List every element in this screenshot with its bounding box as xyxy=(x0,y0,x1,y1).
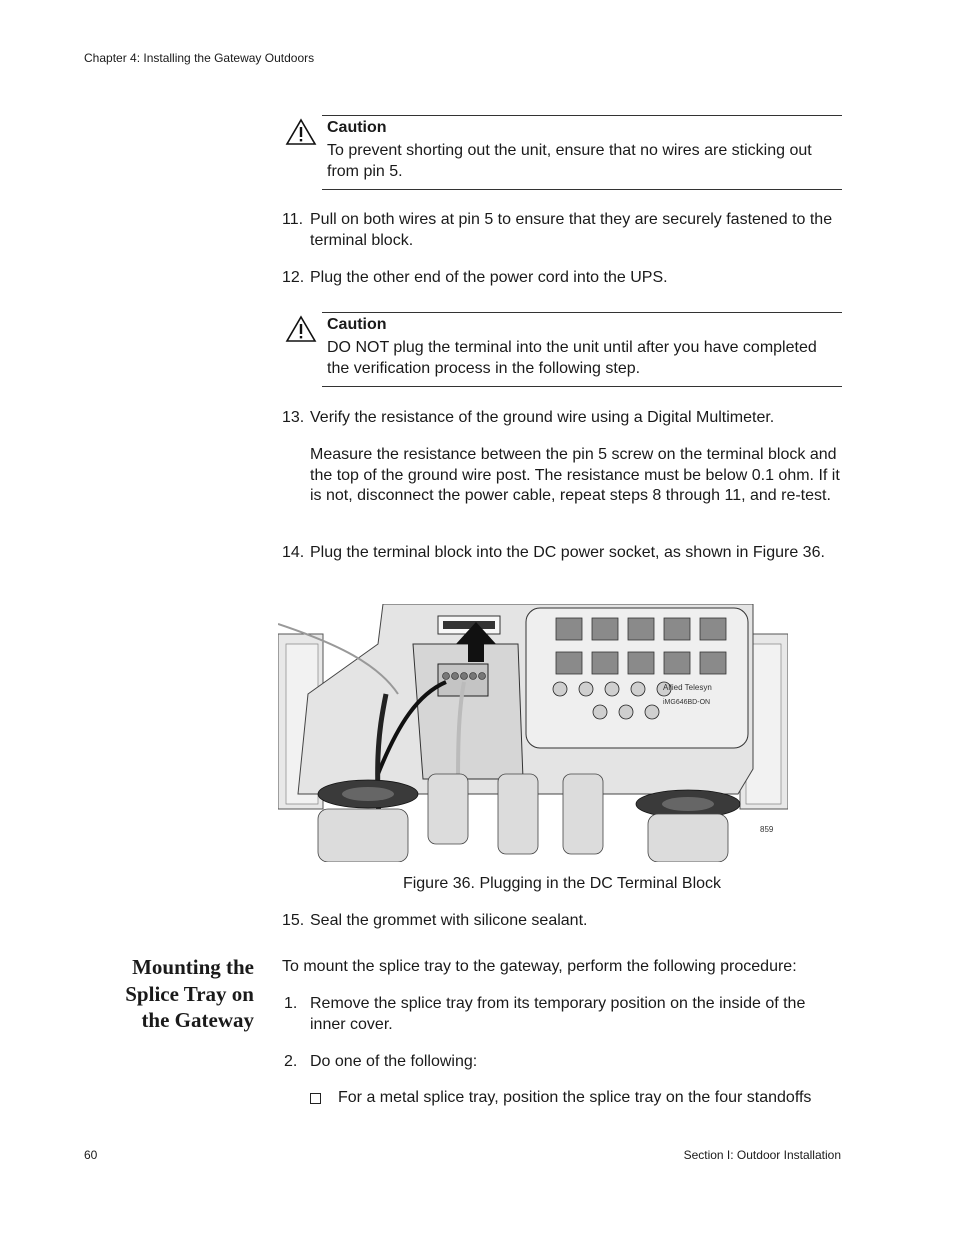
caution-title: Caution xyxy=(327,316,387,333)
caution-bottom-rule xyxy=(322,189,842,190)
section-heading-line: the Gateway xyxy=(141,1008,254,1032)
section-heading-line: Mounting the xyxy=(132,955,254,979)
caution-top-rule xyxy=(322,115,842,116)
warning-triangle-icon xyxy=(285,118,317,146)
caution-title: Caution xyxy=(327,119,387,136)
bullet-text: For a metal splice tray, position the splice tray on the four standoffs xyxy=(338,1089,812,1106)
caution-top-rule xyxy=(322,312,842,313)
model-label: iMG646BD-ON xyxy=(663,699,711,706)
checkbox-bullet-icon xyxy=(310,1093,321,1104)
step-text: Plug the terminal block into the DC power socket, as shown in Figure 36. xyxy=(310,544,825,561)
caution-bottom-rule xyxy=(322,386,842,387)
step-text: Seal the grommet with silicone sealant. xyxy=(310,912,588,929)
figure-caption: Figure 36. Plugging in the DC Terminal Block xyxy=(402,875,722,892)
step-number: 14. xyxy=(282,544,305,561)
caution-text: To prevent shorting out the unit, ensure that no wires are sticking out from pin 5. xyxy=(327,142,812,180)
section-heading-line: Splice Tray on xyxy=(125,981,254,1006)
running-header: Chapter 4: Installing the Gateway Outdoors xyxy=(84,51,315,65)
caution-text: DO NOT plug the terminal into the unit until after you have completed the verification process in the following step. xyxy=(327,339,817,377)
step-number: 11. xyxy=(282,211,304,228)
section-intro xyxy=(282,957,842,978)
step-number: 2. xyxy=(284,1053,298,1070)
section-footer: Section I: Outdoor Installation xyxy=(683,1148,841,1162)
page-number: 60 xyxy=(84,1148,98,1162)
step-text: Plug the other end of the power cord into the UPS. xyxy=(310,269,668,286)
step-number: 12. xyxy=(282,269,305,286)
caution-box xyxy=(282,114,842,192)
caution-box xyxy=(282,311,842,389)
terminal-block-figure xyxy=(278,604,788,862)
figure-id: 859 xyxy=(760,825,774,834)
section-heading xyxy=(94,954,254,1034)
step-number: 13. xyxy=(282,409,305,426)
warning-triangle-icon xyxy=(285,315,317,343)
step-text: Do one of the following: xyxy=(310,1053,478,1070)
intro-text: To mount the splice tray to the gateway, perform the following procedure: xyxy=(282,958,797,975)
step-text: Verify the resistance of the ground wire using a Digital Multimeter. xyxy=(310,409,775,426)
step-number: 15. xyxy=(282,912,305,929)
step-text: Remove the splice tray from its temporary position on the inside of the inner cover. xyxy=(310,995,806,1033)
brand-label: Allied Telesyn xyxy=(663,683,712,692)
step-13-detail: Measure the resistance between the pin 5 screw on the terminal block and the top of the ground wire post. The resistance must be below 0.1 ohm. If it is not, disconnect the power cable, repeat steps 8 through 11, and re-test. xyxy=(310,446,840,504)
step-text: Pull on both wires at pin 5 to ensure that they are securely fastened to the terminal block. xyxy=(310,211,833,249)
step-number: 1. xyxy=(284,995,298,1012)
